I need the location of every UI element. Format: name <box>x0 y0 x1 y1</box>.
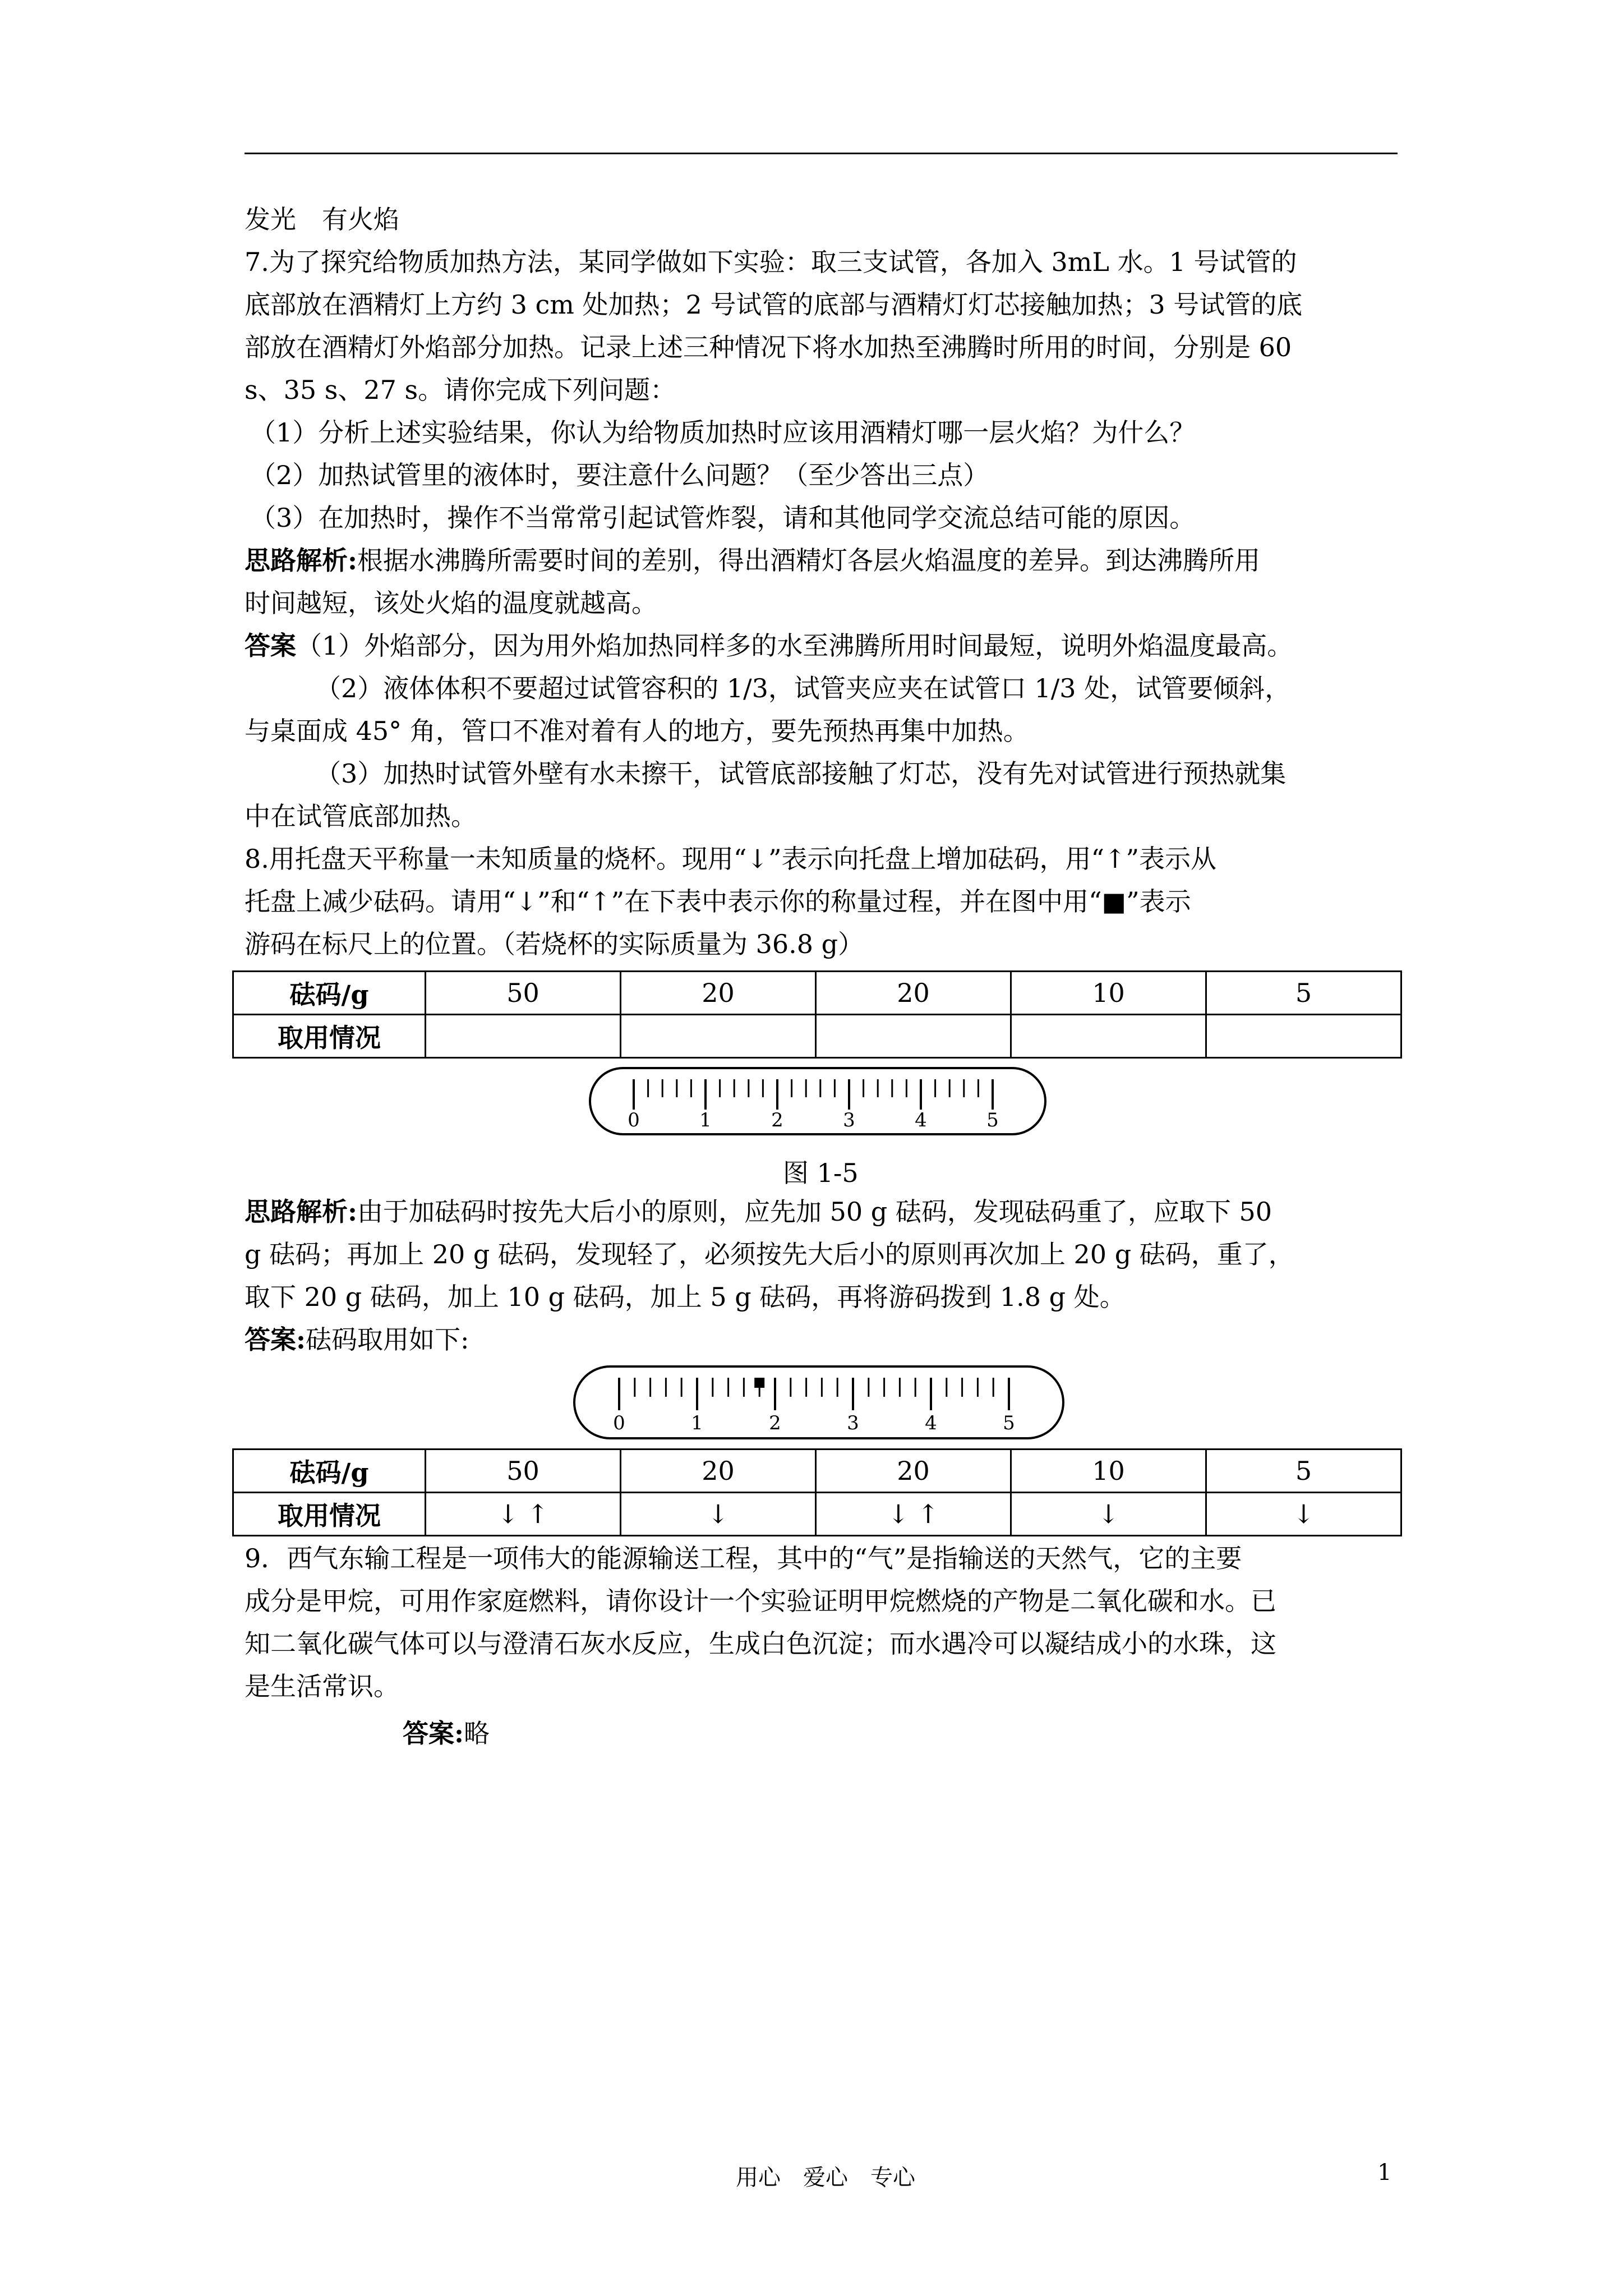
answer-line <box>403 1712 490 1755</box>
table-row <box>233 1493 1401 1536</box>
header-rule <box>245 153 1398 154</box>
ruler-outline <box>590 1068 1045 1134</box>
weight-cell: 20 <box>621 972 816 1015</box>
usage-cell <box>426 1015 621 1058</box>
ruler-rider <box>754 1378 764 1388</box>
question-7-line: 底部放在酒精灯上方约 3 cm 处加热；2 号试管的底部与酒精灯灯芯接触加热；3 号试管的底 <box>245 289 1303 320</box>
page-number: 1 <box>1377 2160 1392 2185</box>
question-7-line: 7.为了探究给物质加热方法，某同学做如下实验：取三支试管，各加入 3mL 水。1 号试管的 <box>245 247 1297 277</box>
balance-ruler-answer <box>572 1364 1066 1443</box>
question-8-line: 游码在标尺上的位置。（若烧杯的实际质量为 36.8 g） <box>245 929 864 959</box>
ruler-label: 3 <box>843 1109 855 1131</box>
question-7-line: 部放在酒精灯外焰部分加热。记录上述三种情况下将水加热至沸腾时所用的时间，分别是 60 <box>245 332 1292 362</box>
answer-line: （3）加热时试管外壁有水未擦干，试管底部接触了灯芯，没有先对试管进行预热就集 <box>315 758 1287 789</box>
question-7-part-3: （3）在加热时，操作不当常常引起试管炸裂，请和其他同学交流总结可能的原因。 <box>250 503 1196 533</box>
analysis-line: 时间越短，该处火焰的温度就越高。 <box>245 588 657 618</box>
question-8-line: 8.用托盘天平称量一未知质量的烧杯。现用“↓”表示向托盘上增加砝码，用“↑”表示从 <box>245 844 1217 874</box>
analysis-line <box>245 1190 1272 1233</box>
figure-caption: 图 1-5 <box>783 1158 859 1188</box>
usage-cell: ↓ ↑ <box>816 1493 1011 1536</box>
analysis-label: 思路解析: <box>245 545 357 576</box>
weight-cell: 5 <box>1206 1450 1401 1493</box>
question-9-line: 是生活常识。 <box>245 1671 399 1701</box>
question-9-line: 成分是甲烷，可用作家庭燃料，请你设计一个实验证明甲烷燃烧的产物是二氧化碳和水。已 <box>245 1586 1276 1616</box>
ruler-label: 5 <box>986 1109 999 1131</box>
analysis-text: 由于加砝码时按先大后小的原则，应先加 50 g 砝码，发现砝码重了，应取下 50 <box>357 1197 1272 1227</box>
analysis-text: 根据水沸腾所需要时间的差别，得出酒精灯各层火焰温度的差异。到达沸腾所用 <box>357 545 1260 576</box>
answer-text: 砝码取用如下: <box>305 1324 469 1355</box>
ruler-ticks <box>619 1378 1009 1410</box>
footer-motto: 用心 爱心 专心 <box>736 2165 915 2191</box>
ruler-label: 5 <box>1003 1412 1015 1434</box>
weights-table-blank <box>232 970 1402 1059</box>
usage-cell: ↓ <box>621 1493 816 1536</box>
question-7-line: s、35 s、27 s。请你完成下列问题： <box>245 375 676 405</box>
ruler-label: 1 <box>691 1412 703 1434</box>
ruler-labels <box>628 1109 999 1131</box>
usage-cell <box>816 1015 1011 1058</box>
answer-line: （2）液体体积不要超过试管容积的 1/3，试管夹应夹在试管口 1/3 处，试管要倾斜， <box>315 673 1291 703</box>
usage-header: 取用情况 <box>233 1015 426 1058</box>
answer-text: 略 <box>463 1718 490 1749</box>
weight-cell: 50 <box>426 972 621 1015</box>
question-7-part-2: （2）加热试管里的液体时，要注意什么问题？（至少答出三点） <box>250 460 989 490</box>
ruler-label: 4 <box>915 1109 927 1131</box>
question-9-line: 9．西气东输工程是一项伟大的能源输送工程，其中的“气”是指输送的天然气，它的主要 <box>245 1543 1242 1573</box>
ruler-labels <box>613 1412 1015 1434</box>
question-7-part-1: （1）分析上述实验结果，你认为给物质加热时应该用酒精灯哪一层火焰？为什么？ <box>250 417 1196 448</box>
analysis-line: 取下 20 g 砝码，加上 10 g 砝码，加上 5 g 砝码，再将游码拨到 1.8 g 处。 <box>245 1282 1126 1312</box>
weight-cell: 20 <box>816 1450 1011 1493</box>
usage-cell <box>1011 1015 1206 1058</box>
weight-cell: 20 <box>621 1450 816 1493</box>
answer-text: （1）外焰部分，因为用外焰加热同样多的水至沸腾所用时间最短，说明外焰温度最高。 <box>296 631 1293 661</box>
usage-cell: ↓ <box>1011 1493 1206 1536</box>
weight-cell: 10 <box>1011 1450 1206 1493</box>
weight-cell: 50 <box>426 1450 621 1493</box>
usage-cell: ↓ <box>1206 1493 1401 1536</box>
table-row <box>233 1450 1401 1493</box>
analysis-line: g 砝码；再加上 20 g 砝码，发现轻了，必须按先大后小的原则再次加上 20 g 砝码，重了， <box>245 1239 1294 1269</box>
weight-cell: 10 <box>1011 972 1206 1015</box>
ruler-label: 2 <box>771 1109 783 1131</box>
usage-cell: ↓ ↑ <box>426 1493 621 1536</box>
weights-table-answer <box>232 1448 1402 1536</box>
weight-header: 砝码/g <box>233 972 426 1015</box>
weight-cell: 5 <box>1206 972 1401 1015</box>
rider-marker <box>754 1378 764 1388</box>
answer-line: 中在试管底部加热。 <box>245 801 477 831</box>
ruler-label: 0 <box>628 1109 640 1131</box>
weight-header: 砝码/g <box>233 1450 426 1493</box>
ruler-label: 3 <box>847 1412 859 1434</box>
ruler-label: 4 <box>925 1412 937 1434</box>
text-line: 发光 有火焰 <box>245 204 399 234</box>
analysis-line <box>245 539 1260 582</box>
table-row <box>233 1015 1401 1058</box>
ruler-ticks <box>634 1079 993 1110</box>
question-9-line: 知二氧化碳气体可以与澄清石灰水反应，生成白色沉淀；而水遇冷可以凝结成小的水珠，这 <box>245 1628 1276 1659</box>
answer-label: 答案: <box>403 1718 464 1749</box>
usage-cell <box>621 1015 816 1058</box>
analysis-label: 思路解析: <box>245 1197 357 1227</box>
answer-label: 答案: <box>245 1324 306 1355</box>
usage-header: 取用情况 <box>233 1493 426 1536</box>
answer-line: 与桌面成 45° 角，管口不准对着有人的地方，要先预热再集中加热。 <box>245 716 1029 746</box>
usage-cell <box>1206 1015 1401 1058</box>
ruler-label: 1 <box>699 1109 712 1131</box>
ruler-label: 2 <box>769 1412 781 1434</box>
question-8-line: 托盘上减少砝码。请用“↓”和“↑”在下表中表示你的称量过程，并在图中用“■”表示 <box>245 886 1191 917</box>
table-row <box>233 972 1401 1015</box>
answer-label: 答案 <box>245 631 296 661</box>
answer-line <box>245 1318 469 1361</box>
answer-line <box>245 624 1293 667</box>
balance-ruler-figure <box>588 1066 1048 1139</box>
weight-cell: 20 <box>816 972 1011 1015</box>
ruler-label: 0 <box>613 1412 625 1434</box>
ruler-outline <box>574 1366 1063 1438</box>
